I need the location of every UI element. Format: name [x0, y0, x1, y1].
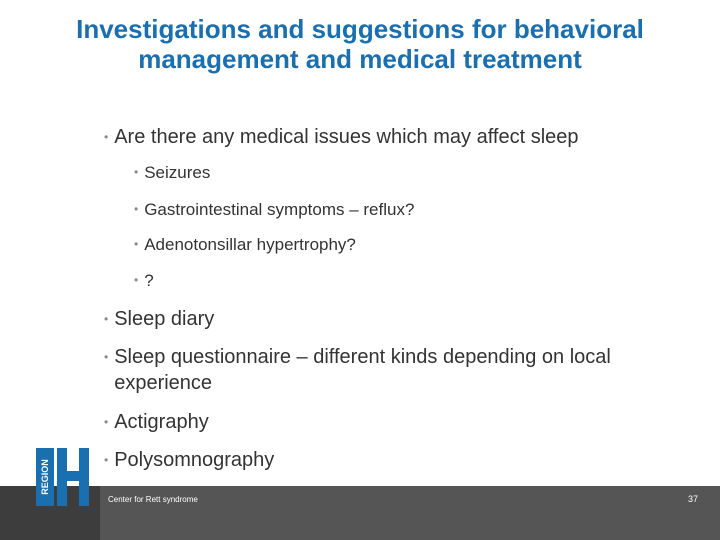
bullet-text: Seizures	[144, 163, 211, 182]
bullet-item	[104, 409, 209, 437]
bullet-item	[134, 162, 210, 185]
bullet-item	[104, 344, 684, 396]
bullet-item	[134, 234, 356, 257]
bullet-icon: •	[104, 130, 109, 144]
title-line-1: Investigations and suggestions for behavioral	[76, 14, 644, 44]
bullet-icon: •	[134, 165, 139, 179]
bullet-item	[134, 270, 154, 293]
bullet-icon: •	[134, 237, 139, 251]
bullet-icon: •	[104, 415, 109, 429]
logo-text: REGION	[40, 459, 50, 495]
bullet-item	[104, 124, 579, 152]
bullet-item	[104, 306, 214, 334]
bullet-text: Sleep questionnaire – different kinds depending on local experience	[114, 346, 611, 394]
bullet-text: Gastrointestinal symptoms – reflux?	[144, 200, 415, 219]
bullet-text: Actigraphy	[114, 411, 209, 433]
title-line-2: management and medical treatment	[138, 44, 582, 74]
bullet-icon: •	[134, 273, 139, 287]
bullet-text: Adenotonsillar hypertrophy?	[144, 235, 356, 254]
region-h-logo-icon	[36, 448, 92, 506]
bullet-text: Sleep diary	[114, 308, 215, 330]
footer-text: Center for Rett syndrome	[108, 495, 198, 504]
bullet-item	[104, 447, 274, 475]
bullet-icon: •	[104, 312, 109, 326]
bullet-icon: •	[104, 453, 109, 467]
page-number: 37	[687, 494, 698, 504]
bullet-text: Are there any medical issues which may affect sleep	[114, 126, 579, 148]
bullet-icon: •	[134, 202, 139, 216]
bullet-text: Polysomnography	[114, 449, 275, 471]
bullet-icon: •	[104, 350, 109, 364]
logo-h-cross	[57, 471, 89, 481]
bullet-text: ?	[144, 271, 154, 290]
bullet-item	[134, 199, 414, 222]
